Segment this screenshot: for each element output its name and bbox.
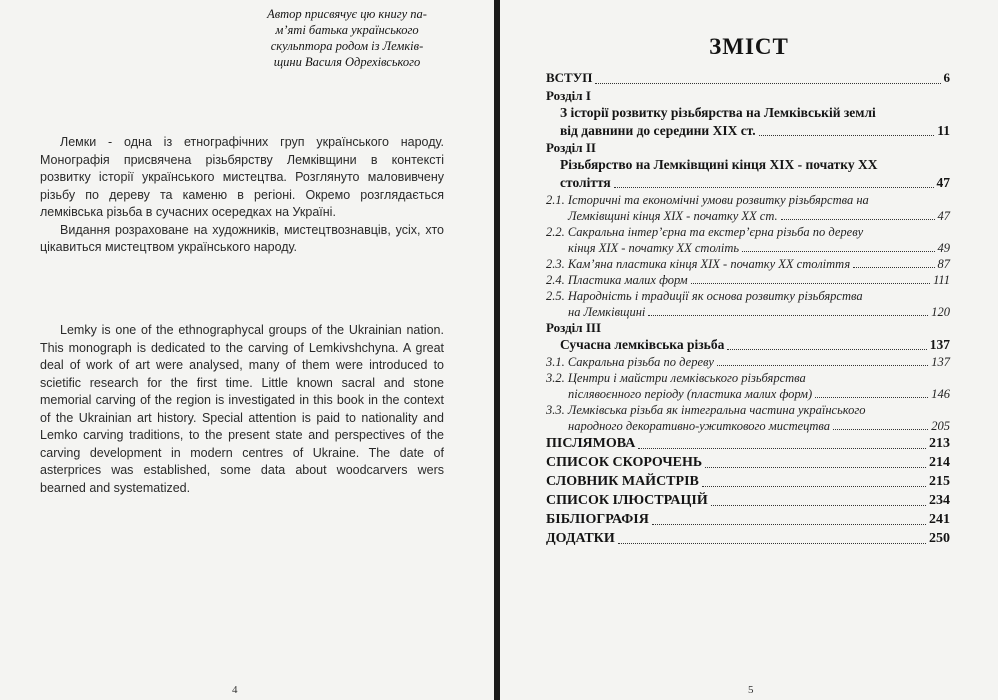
toc-entry-afterword[interactable] [546,434,950,453]
english-abstract [40,322,444,497]
abstract-paragraph: Lemky is one of the ethnographycal groups of the Ukrainian nation. This monograph is dedicated to the carving of Lemkivshchyna. A great deal of work of art were analysed, many of them were introduced to scietific research for the first time. Little known sacral and stone memorial carving of the region is investigated in this book in the context of the Ukrainian art history. Special attention is paid to nationality and Lemko carving traditions, to the present state and perspectives of the carving development in modern centres of Ukraine. The date of asterprices was established, some data about woodcarvers wers bearned and systematized. [40,323,444,495]
toc-section-2-4[interactable] [546,272,950,288]
part-heading: Розділ ІІІ [546,320,602,335]
toc-page-number: 11 [937,123,950,138]
section-title: 2.2. Сакральна інтер’єрна та екстер’єрна різьба по дереву [546,225,864,239]
dedication-line: Автор присвячує цю книгу па- [267,7,427,21]
leader-dots [618,543,926,544]
section-title: 2.5. Народність і традиції як основа розвитку різьбярства [546,289,863,303]
leader-dots [727,349,926,350]
abstract-paragraph: Видання розраховане на художників, мистецтвознавців, усіх, хто цікавиться мистецтвом українського народу. [40,222,444,254]
chapter-title: століття [560,175,611,190]
toc-entry-intro[interactable] [546,68,950,88]
ukrainian-abstract [40,134,444,257]
leader-dots [691,283,930,284]
toc-section-3-1[interactable] [546,354,950,370]
leader-dots [717,365,928,366]
leader-dots [652,524,926,525]
toc-page-number: 214 [929,455,950,470]
leader-dots [759,135,935,136]
toc-entry-masters-dictionary[interactable] [546,472,950,491]
toc-page-number: 215 [929,474,950,489]
chapter-title: Сучасна лемківська різьба [560,337,725,352]
toc-chapter-2[interactable] [560,156,950,192]
page-number: 5 [748,684,754,696]
dedication-line: м’яті батька українського [275,23,419,37]
section-title: Лемківщині кінця ХІХ - початку ХХ ст. [568,209,778,223]
toc-entry-appendices[interactable] [546,529,950,548]
section-title: 3.3. Лемківська різьба як інтегральна частина українського [546,403,866,417]
leader-dots [815,397,928,398]
toc-page-number: 205 [931,419,950,433]
leader-dots [833,429,928,430]
section-title: кінця ХІХ - початку ХХ століть [568,241,740,255]
leader-dots [648,315,928,316]
toc-section-2-1[interactable] [546,192,950,224]
toc-entry-label: БІБЛІОГРАФІЯ [546,512,649,527]
toc-entry-label: СЛОВНИК МАЙСТРІВ [546,474,699,489]
leader-dots [705,467,926,468]
section-title: на Лемківщині [568,305,646,319]
toc-entry-label: ПІСЛЯМОВА [546,436,636,451]
toc-entry-label: ДОДАТКИ [546,531,615,546]
toc-page-number: 213 [929,436,950,451]
leader-dots [853,267,934,268]
leader-dots [781,219,935,220]
toc-page-number: 241 [929,512,950,527]
section-title: післявоєнного періоду (пластика малих форм) [568,387,813,401]
toc-page-number: 6 [943,70,950,85]
table-of-contents [546,68,950,548]
toc-page-number: 234 [929,493,950,508]
toc-chapter-1[interactable] [560,104,950,140]
leader-dots [595,83,940,84]
leader-dots [638,448,926,449]
toc-section-3-3[interactable] [546,402,950,434]
toc-title: ЗМІСТ [709,34,789,59]
page-number: 4 [232,684,238,696]
chapter-title: Різьбярство на Лемківщині кінця ХІХ - початку ХХ [560,157,878,172]
toc-section-3-2[interactable] [546,370,950,402]
toc-page-number: 250 [929,531,950,546]
toc-page-number: 146 [931,387,950,401]
section-title: 3.1. Сакральна різьба по дереву [546,355,714,369]
section-title: 3.2. Центри і майстри лемківського різьбярства [546,371,806,385]
toc-entry-abbreviations[interactable] [546,453,950,472]
dedication-line: скульптора родом із Лемків- [270,39,424,53]
toc-section-2-2[interactable] [546,224,950,256]
toc-entry-illustrations[interactable] [546,491,950,510]
toc-page-number: 137 [929,337,950,352]
dedication [242,6,452,70]
toc-page-number: 47 [936,175,950,190]
toc-entry-label: СПИСОК ІЛЮСТРАЦІЙ [546,493,708,508]
dedication-line: щини Василя Одрехівського [273,55,421,69]
part-heading: Розділ ІІ [546,140,596,155]
toc-page-number: 120 [931,305,950,319]
section-title: 2.1. Історичні та економічні умови розвитку різьбярства на [546,193,869,207]
toc-page-number: 47 [937,209,950,223]
section-title: 2.4. Пластика малих форм [546,273,688,287]
section-title: 2.3. Кам’яна пластика кінця ХІХ - початку ХХ століття [546,257,851,271]
toc-page-number: 137 [931,355,950,369]
leader-dots [711,505,926,506]
toc-entry-label: ВСТУП [546,70,593,85]
leader-dots [702,486,926,487]
leader-dots [614,187,934,188]
chapter-title: З історії розвитку різьбярства на Лемківській землі [560,105,876,120]
toc-page-number: 87 [937,257,950,271]
right-page [500,0,998,700]
chapter-title: від давнини до середини ХІХ ст. [560,123,756,138]
leader-dots [742,251,934,252]
abstract-paragraph: Лемки - одна із етнографічних груп українського народу. Монографія присвячена різьбярству Лемківщини в контексті розвитку історії українського мистецтва. Розглянуто маловивчену різьбу по дереву та каменю в регіоні. Окремо розглядається лемківська різьба в сучасних осередках на Україні. [40,135,444,219]
section-title: народного декоративно-ужиткового мистецтва [568,419,831,433]
left-page [0,0,494,700]
toc-chapter-3[interactable] [560,336,950,354]
toc-section-2-5[interactable] [546,288,950,320]
toc-page-number: 111 [933,273,950,287]
part-heading: Розділ І [546,88,591,103]
toc-entry-label: СПИСОК СКОРОЧЕНЬ [546,455,703,470]
toc-entry-bibliography[interactable] [546,510,950,529]
toc-section-2-3[interactable] [546,256,950,272]
toc-page-number: 49 [937,241,950,255]
